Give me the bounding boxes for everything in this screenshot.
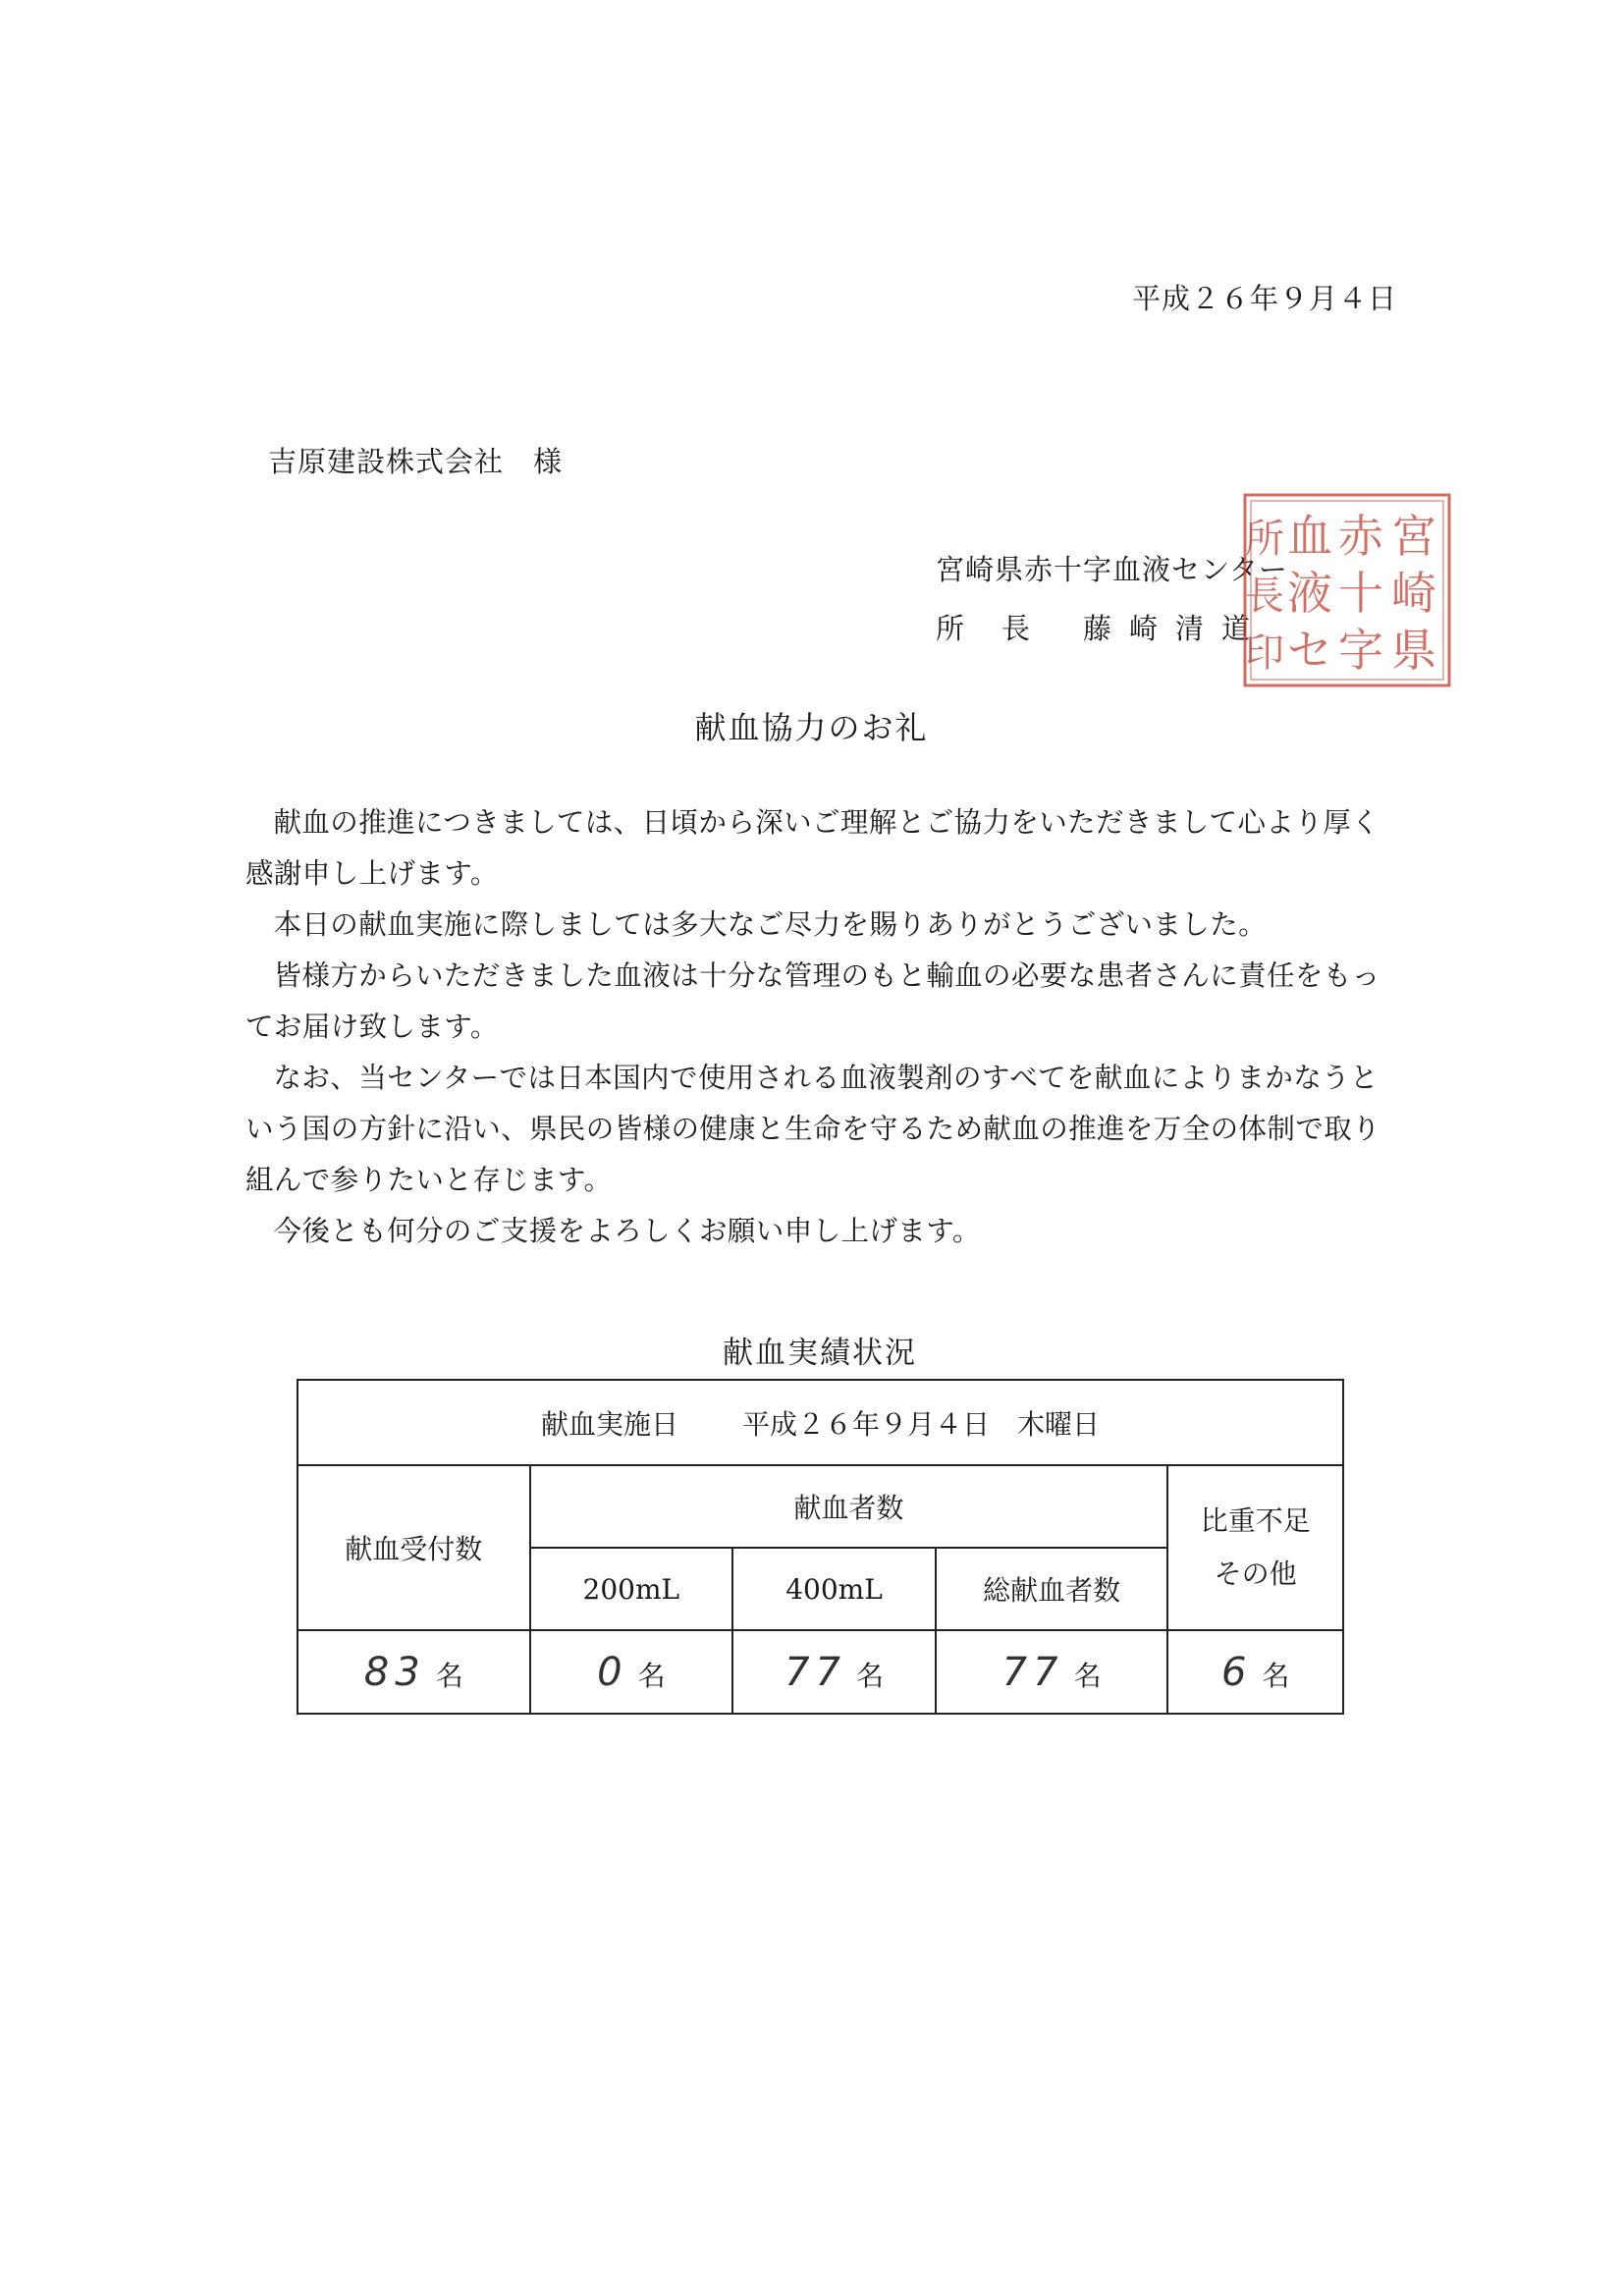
value-400ml: 77 xyxy=(784,1649,846,1695)
unit-label: 名 xyxy=(1073,1659,1102,1692)
value-200ml: 0 xyxy=(597,1649,628,1695)
body-paragraph: 本日の献血実施に際しましては多大なご尽力を賜りありがとうございました。 xyxy=(273,908,1268,941)
body-paragraph: 皆様方からいただきました血液は十分な管理のもと輸血の必要な患者さんに責任をもってお届け致します。 xyxy=(245,959,1380,1043)
svg-text:崎: 崎 xyxy=(1391,567,1436,620)
svg-text:印: 印 xyxy=(1245,630,1284,676)
value-other-cell xyxy=(1167,1630,1343,1714)
header-400ml: 400mL xyxy=(732,1548,936,1630)
unit-label: 名 xyxy=(637,1659,666,1692)
body-paragraph: なお、当センターでは日本国内で使用される血液製剤のすべてを献血によりまかなうという国の方針に沿い、県民の皆様の健康と生命を守るため献血の推進を万全の体制で取り組んで参りたいと存じます。 xyxy=(245,1062,1381,1196)
unit-label: 名 xyxy=(1262,1659,1290,1692)
donation-results-table xyxy=(297,1379,1344,1715)
svg-text:赤: 赤 xyxy=(1338,510,1383,563)
svg-text:所: 所 xyxy=(1245,517,1284,562)
header-other xyxy=(1167,1465,1343,1630)
body-paragraph: 献血の推進につきましては、日頃から深いご理解とご協力をいただきまして心より厚く感謝申し上げます。 xyxy=(245,806,1380,890)
svg-text:十: 十 xyxy=(1338,567,1383,620)
value-400ml-cell xyxy=(732,1630,936,1714)
svg-text:血: 血 xyxy=(1287,510,1332,563)
official-seal-stamp xyxy=(1239,489,1455,691)
svg-text:県: 県 xyxy=(1391,624,1436,677)
svg-text:液: 液 xyxy=(1287,567,1332,620)
letter-subject: 献血協力のお礼 xyxy=(694,709,929,746)
donation-date-cell: 献血実施日 平成２６年９月４日 木曜日 xyxy=(298,1380,1343,1465)
table-title: 献血実績状況 xyxy=(723,1336,917,1371)
header-total: 総献血者数 xyxy=(936,1548,1168,1630)
unit-label: 名 xyxy=(855,1659,884,1692)
letter-date: 平成２６年９月４日 xyxy=(1131,282,1397,315)
header-other-line2: その他 xyxy=(1214,1558,1297,1590)
value-total-cell xyxy=(936,1630,1168,1714)
header-other-line1: 比重不足 xyxy=(1200,1504,1311,1537)
svg-text:字: 字 xyxy=(1338,624,1383,677)
sender-name: 藤崎清道 xyxy=(1083,612,1269,645)
header-reception: 献血受付数 xyxy=(298,1465,530,1630)
sender-block xyxy=(936,540,1288,658)
body-paragraph: 今後とも何分のご支援をよろしくお願い申し上げます。 xyxy=(273,1215,981,1247)
unit-label: 名 xyxy=(435,1659,463,1692)
letter-body xyxy=(245,797,1404,1257)
svg-text:長: 長 xyxy=(1245,574,1284,619)
value-reception: 83 xyxy=(363,1649,426,1695)
addressee: 吉原建設株式会社 様 xyxy=(268,445,564,478)
value-total: 77 xyxy=(1001,1649,1064,1695)
header-donors: 献血者数 xyxy=(530,1465,1168,1548)
value-other: 6 xyxy=(1220,1649,1253,1695)
sender-signature-line xyxy=(936,599,1288,658)
svg-text:宮: 宮 xyxy=(1391,510,1436,563)
sender-title: 所長 xyxy=(936,612,1068,645)
sender-organization: 宮崎県赤十字血液センター xyxy=(936,553,1288,586)
svg-text:セ: セ xyxy=(1287,624,1332,677)
header-200ml: 200mL xyxy=(530,1548,733,1630)
value-reception-cell xyxy=(298,1630,530,1714)
value-200ml-cell xyxy=(530,1630,733,1714)
